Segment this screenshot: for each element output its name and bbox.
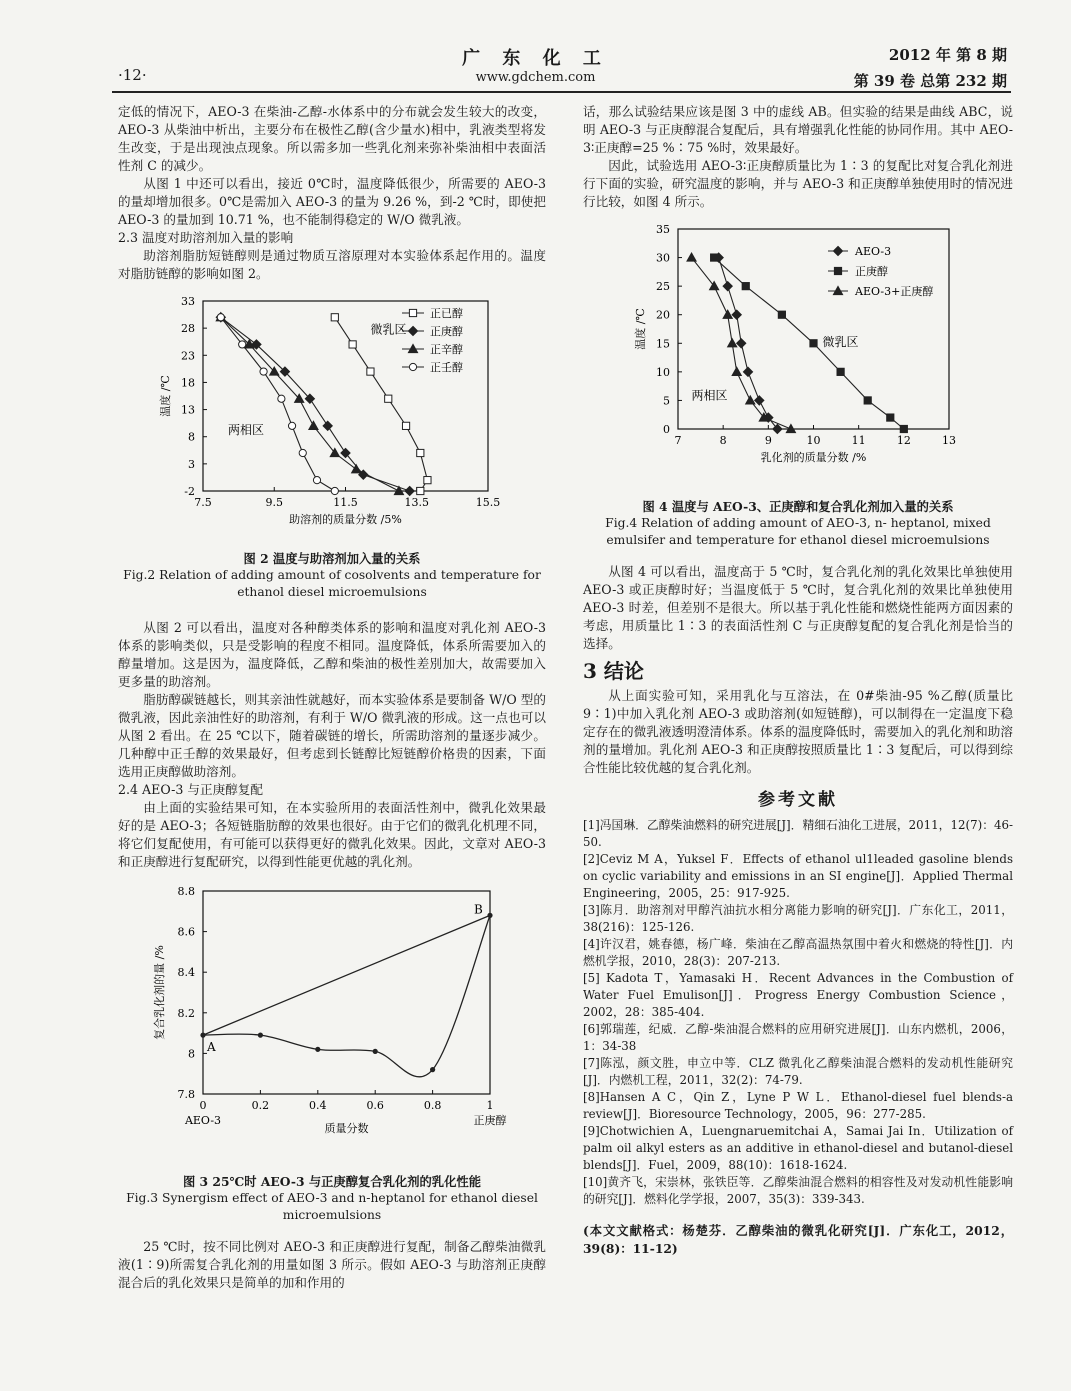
figure-4-chart (583, 219, 1013, 489)
data-point (299, 449, 306, 456)
data-point (755, 396, 764, 405)
figure-4 (583, 219, 1013, 494)
paragraph: 从上面实验可知，采用乳化与互溶法，在 0#柴油-95 %乙醇(质量比 9∶1)中加入乳化剂 AEO-3 或助溶剂(如短链醇)，可以制得在一定温度下稳定存在的微乳液透明澄清体系。体系的温度降低时，需要加入的乳化剂和助溶剂的量增加。乳化剂 AEO-3 和正庚醇按照质量比 1∶3 复配后，可以得到综合性能比较优越的复合乳化剂。 (583, 688, 1013, 775)
figure-caption-en: Fig.4 Relation of adding amount of AEO-3, n- heptanol, mixed emulsifer and temperature for ethanol diesel microemulsions (605, 516, 991, 547)
data-point (408, 326, 417, 335)
data-point (331, 314, 338, 321)
region-label: 微乳区 (370, 322, 407, 337)
y-tick-label: 3 (188, 457, 195, 471)
data-point (402, 422, 409, 429)
section-heading: 2.4 AEO-3 与正庚醇复配 (118, 782, 263, 797)
reference-item: [2]Ceviz M A，Yuksel F．Effects of ethanol ul1leaded gasoline blends on cyclic variability and emissions in an SI engine[J]．Applied Thermal Engineering，2005，25：917-925. (583, 852, 1013, 900)
x-end-label: 正庚醇 (473, 1114, 507, 1127)
data-point (200, 1033, 205, 1038)
figure-caption-cn: 图 2 温度与助溶剂加入量的关系 (243, 551, 421, 566)
y-tick-label: 13 (181, 403, 195, 417)
data-point (810, 340, 817, 347)
data-point (239, 341, 246, 348)
data-point (385, 395, 392, 402)
x-tick-label: 0.8 (423, 1099, 442, 1112)
data-point (687, 253, 696, 261)
data-point (737, 339, 746, 348)
point-label: A (207, 1040, 216, 1055)
x-tick-label: 13 (942, 434, 956, 447)
data-point (417, 487, 424, 494)
paragraph: 定低的情况下，AEO-3 在柴油-乙醇-水体系中的分布就会发生较大的改变，AEO-3 从柴油中析出，主要分布在极性乙醇(含少量水)相中，乳液类型将发生改变，于是出现浊点现象。所以需多加一些乳化剂来弥补柴油相中表面活性剂 C 的减少。 (118, 104, 546, 173)
paragraph: 25 ℃时，按不同比例对 AEO-3 和正庚醇进行复配，制备乙醇柴油微乳液(1∶9)所需复合乳化剂的用量如图 3 所示。假如 AEO-3 与助溶剂正庚醇混合后的乳化效果只是简单的加和作用的 (118, 1239, 546, 1290)
volume-info: 第 39 卷 总第 232 期 (853, 72, 1007, 90)
data-point (837, 368, 844, 375)
legend-label: 正庚醇 (430, 325, 463, 338)
data-point (417, 449, 424, 456)
data-point (352, 465, 361, 473)
data-point (313, 477, 320, 484)
point-label: B (474, 902, 483, 917)
legend-label: 正壬醇 (430, 361, 463, 374)
reference-item: [6]郭瑞莲，纪威．乙醇-柴油混合燃料的应用研究进展[J]．山东内燃机，2006，1：34-38 (583, 1022, 1013, 1053)
y-tick-label: 35 (656, 223, 670, 236)
series-curve-ABC (203, 915, 490, 1077)
data-point (834, 267, 841, 274)
x-end-label: AEO-3 (184, 1114, 222, 1127)
data-point (331, 487, 338, 494)
section-heading-conclusion: 3 结论 (583, 659, 644, 683)
y-tick-label: 18 (181, 376, 195, 390)
data-point (424, 477, 431, 484)
data-point (409, 309, 416, 316)
journal-title: 广 东 化 工 (462, 48, 609, 69)
figure-caption-cn: 图 4 温度与 AEO-3、正庚醇和复合乳化剂加入量的关系 (642, 499, 954, 514)
figure-2-chart (118, 291, 546, 541)
x-tick-label: 9.5 (265, 496, 283, 509)
journal-url[interactable]: www.gdchem.com (475, 70, 596, 85)
data-point (487, 913, 492, 918)
y-tick-label: 23 (181, 349, 195, 363)
y-tick-label: 8.2 (177, 1006, 195, 1020)
legend-label: AEO-3 (855, 245, 892, 258)
data-point (732, 367, 741, 375)
series-line-AB (203, 915, 490, 1035)
figure-2 (118, 291, 546, 546)
figure-caption-en: Fig.2 Relation of adding amount of cosolvents and temperature for ethanol diesel microemulsions (123, 568, 541, 599)
reference-item: [8]Hansen A C，Qin Z，Lyne P W L．Ethanol-diesel fuel blends-a review[J]．Bioresource Technology，2005，96：277-285. (583, 1090, 1013, 1121)
data-point (723, 282, 732, 291)
section-heading: 2.3 温度对助溶剂加入量的影响 (118, 230, 294, 245)
page-header (0, 0, 1071, 95)
figure-3 (118, 879, 546, 1169)
region-label: 两相区 (691, 388, 728, 403)
paragraph: 由上面的实验结果可知，在本实验所用的表面活性剂中，微乳化效果最好的是 AEO-3；各短链脂肪醇的效果也很好。由于它们的微乳化机理不同，将它们复配使用，有可能可以获得更好的微乳化效果。因此，文章对 AEO-3 和正庚醇进行复配研究，以得到性能更优越的乳化剂。 (118, 800, 546, 869)
data-point (288, 422, 295, 429)
data-point (864, 397, 871, 404)
x-tick-label: 13.5 (404, 496, 429, 509)
y-tick-label: 7.8 (177, 1088, 195, 1101)
x-tick-label: 0.6 (366, 1099, 384, 1112)
y-tick-label: 25 (656, 280, 670, 294)
y-tick-label: 30 (656, 251, 670, 265)
paragraph: 助溶剂脂肪短链醇则是通过物质互溶原理对本实验体系起作用的。温度对脂肪链醇的影响如图 2。 (118, 248, 546, 281)
header-rule (112, 91, 1011, 93)
data-point (711, 254, 718, 261)
x-tick-label: 12 (896, 434, 911, 447)
x-tick-label: 0.4 (309, 1099, 327, 1112)
data-point (405, 486, 414, 495)
paragraph: 从图 4 可以看出，温度高于 5 ℃时，复合乳化剂的乳化效果比单独使用 AEO-3 或正庚醇时好；当温度低于 5 ℃时，复合乳化剂的效果比单独使用 AEO-3 时差，但差别不是很大。所以基于乳化性能和燃烧性能两方面因素的考虑，用质量比 1∶3 的表面活性剂 C 与正庚醇复配的复合乳化剂是恰当的选择。 (583, 564, 1013, 651)
x-tick-label: 7 (674, 434, 682, 447)
data-point (723, 310, 732, 318)
paragraph: 话，那么试验结果应该是图 3 中的虚线 AB。但实验的结果是曲线 ABC，说明 AEO-3 与正庚醇混合复配后，具有增强乳化性能的协同作用。其中 AEO-3∶正庚醇=25 %∶75 %时，效果最好。 (583, 104, 1013, 155)
y-axis-label: 温度 /℃ (634, 308, 647, 350)
page-number: ·12· (118, 66, 147, 84)
reference-item: [7]陈泓，颜文胜，申立中等．CLZ 微乳化乙醇柴油混合燃料的发动机性能研究[J]．内燃机工程，2011，32(2)：74-79. (583, 1056, 1013, 1087)
x-axis-label: 助溶剂的质量分数 /5% (289, 513, 402, 526)
data-point (315, 1047, 320, 1052)
data-point (349, 341, 356, 348)
reference-item: [10]黄齐飞，宋崇林，张铁臣等．乙醇柴油混合燃料的相容性及对发动机性能影响的研究[J]．燃料化学学报，2007，35(3)：339-343. (583, 1175, 1013, 1206)
paragraph: 从图 1 中还可以看出，接近 0℃时，温度降低很少，所需要的 AEO-3 的量却增加很多。0℃是需加入 AEO-3 的量为 9.26 %，到-2 ℃时，即使把 AEO-3 的量加到 10.71 %，也不能制得稳定的 W/O 微乳液。 (118, 176, 546, 227)
x-axis-label: 乳化剂的质量分数 /% (760, 451, 867, 464)
data-point (900, 425, 907, 432)
data-point (778, 311, 785, 318)
series-line (221, 317, 335, 491)
references-title: 参考文献 (758, 790, 838, 810)
paragraph: 从图 2 可以看出，温度对各种醇类体系的影响和温度对乳化剂 AEO-3 体系的影响类似，只是受影响的程度不相同。温度降低，体系所需要加入的醇量增加。这是因为，温度降低，乙醇和柴油的极性差別加大，故需要加入更多量的助溶剂。 (118, 620, 546, 689)
figure-caption-en: Fig.3 Synergism effect of AEO-3 and n-heptanol for ethanol diesel microemulsions (126, 1191, 538, 1222)
x-tick-label: 15.5 (475, 496, 501, 509)
region-label: 微乳区 (822, 335, 859, 350)
data-point (260, 368, 267, 375)
legend-label: 正已醇 (430, 307, 463, 320)
x-tick-label: 0 (199, 1099, 207, 1112)
reference-item: [3]陈月．助溶剂对甲醇汽油抗水相分离能力影响的研究[J]．广东化工，2011，38(216)：125-126. (583, 903, 1013, 934)
x-tick-label: 8 (719, 434, 727, 447)
reference-item: [4]许汉君，姚春德，杨广峰．柴油在乙醇高温热氛围中着火和燃烧的特性[J]．内燃机学报，2010，28(3)：207-213. (583, 937, 1013, 968)
y-tick-label: 28 (181, 322, 195, 336)
data-point (728, 339, 737, 347)
data-point (278, 395, 285, 402)
reference-item: [5] Kadota T，Yamasaki H．Recent Advances in the Combustion of Water Fuel Emulison[J]．Progress Energy Combustion Science，2002，28：385-404. (583, 971, 1013, 1019)
y-axis-label: 温度 /℃ (159, 375, 172, 417)
reference-item: [9]Chotwichien A，Luengnaruemitchai A，Samai Jai In．Utilization of palm oil alkyl esters as an additive in ethanol-diesel and butanol-diesel blends[J]．Fuel，2009，88(10)：1618-1624. (583, 1124, 1013, 1172)
data-point (742, 283, 749, 290)
y-tick-label: 0 (663, 423, 670, 436)
legend-label: 正庚醇 (855, 265, 888, 278)
data-point (258, 1033, 263, 1038)
y-tick-label: 8 (188, 1047, 195, 1061)
data-point (887, 414, 894, 421)
data-point (217, 314, 224, 321)
data-point (373, 1049, 378, 1054)
data-point (743, 367, 752, 376)
citation-format: (本文文献格式：杨楚芬．乙醇柴油的微乳化研究[J]．广东化工，2012，39(8)：11-12) (583, 1223, 1013, 1256)
paragraph: 脂肪醇碳链越长，则其亲油性就越好，而本实验体系是要制备 W/O 型的微乳液，因此亲油性好的助溶剂，有利于 W/O 微乳液的形成。这一点也可以从图 2 看出。在 25 ℃以下，随着碳链的增长，所需助溶剂的量逐步减少。几种醇中正壬醇的效果最好，但考虑到长链醇比短链醇价格贵的因素，下面选用正庚醇做助溶剂。 (118, 692, 546, 779)
data-point (746, 396, 755, 404)
data-point (323, 421, 332, 430)
left-column (118, 103, 546, 1292)
data-point (409, 363, 416, 370)
year-issue: 2012 年 第 8 期 (888, 46, 1007, 64)
y-tick-label: 20 (656, 308, 670, 322)
x-tick-label: 7.5 (194, 496, 212, 509)
x-tick-label: 11 (851, 434, 866, 447)
y-tick-label: 8.8 (177, 885, 195, 898)
y-axis-label: 复合乳化剂的量 /% (153, 945, 166, 1040)
y-tick-label: 8 (188, 430, 195, 444)
y-tick-label: 15 (656, 337, 670, 351)
data-point (833, 246, 842, 255)
y-tick-label: 8.4 (177, 966, 195, 980)
region-label: 两相区 (227, 423, 264, 437)
paragraph: 因此，试验选用 AEO-3∶正庚醇质量比为 1∶3 的复配比对复合乳化剂进行下面的实验，研究温度的影响，并与 AEO-3 和正庚醇单独使用时的情况进行比较，如图 4 所示。 (583, 158, 1013, 209)
plot-frame (203, 891, 490, 1094)
data-point (732, 310, 741, 319)
x-tick-label: 10 (806, 434, 821, 447)
x-axis-label: 质量分数 (324, 1122, 369, 1135)
x-tick-label: 0.2 (251, 1099, 270, 1112)
legend-label: 正辛醇 (430, 343, 463, 356)
reference-item: [1]冯国琳．乙醇柴油燃料的研究进展[J]．精细石油化工进展，2011，12(7)：46-50. (583, 818, 1013, 849)
x-tick-label: 1 (486, 1099, 494, 1112)
figure-caption-cn: 图 3 25℃时 AEO-3 与正庚醇复合乳化剂的乳化性能 (182, 1174, 481, 1189)
y-tick-label: 10 (656, 365, 670, 379)
legend-label: AEO-3+正庚醇 (855, 285, 934, 298)
right-column (583, 103, 1013, 1258)
y-tick-label: -2 (184, 485, 195, 498)
data-point (430, 1067, 435, 1072)
x-tick-label: 11.5 (333, 496, 358, 509)
y-tick-label: 33 (181, 295, 195, 308)
x-tick-label: 9 (764, 434, 772, 447)
data-point (367, 368, 374, 375)
references-list (583, 817, 1013, 1208)
data-point (309, 421, 318, 429)
figure-3-chart (118, 879, 546, 1164)
y-tick-label: 8.6 (177, 925, 195, 939)
y-tick-label: 5 (663, 394, 670, 408)
